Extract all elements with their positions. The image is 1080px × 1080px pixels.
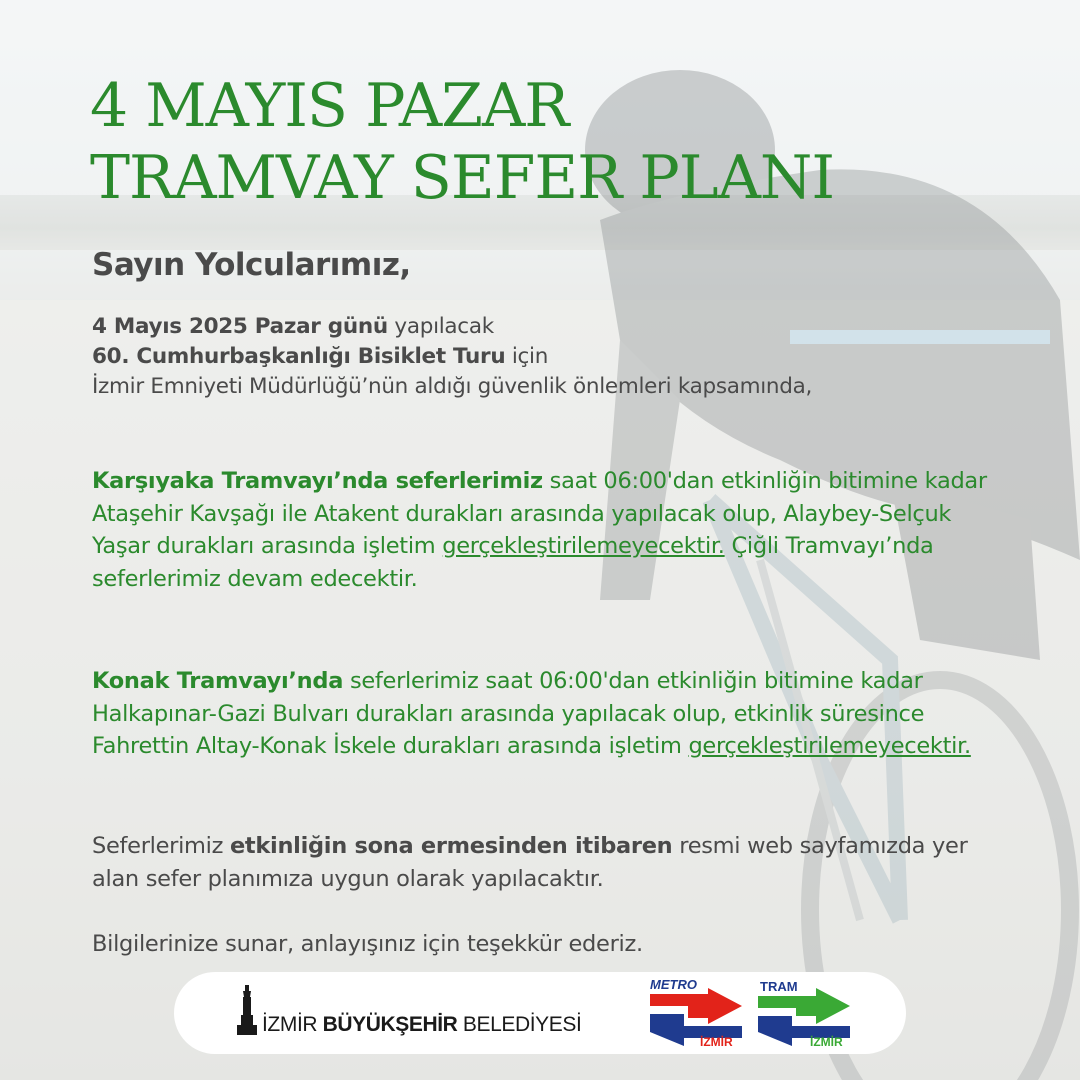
clock-tower-icon — [234, 985, 260, 1035]
page-title — [90, 70, 990, 214]
konak-text: seferlerimiz saat 06:00'dan etkinliğin bitimine kadar Halkapınar-Gazi Bulvarı durakları arasında yapılacak olup, etkinlik süresince Fahrettin Altay-Konak İskele durakları arasında işletim — [92, 668, 925, 759]
intro-text: için — [505, 344, 549, 369]
metro-izmir-logo — [648, 976, 744, 1048]
title-line-2: TRAMVAY SEFER PLANI — [90, 143, 835, 213]
logo-text-prefix: İZMİR — [262, 1013, 323, 1036]
tram-izmir-logo — [756, 976, 852, 1048]
metro-logo-top-text: METRO — [650, 977, 697, 992]
karsiyaka-text: Çiğli Tramvayı’nda seferlerimiz devam edecektir. — [92, 533, 934, 592]
izmir-municipality-logo — [262, 1013, 581, 1037]
metro-logo-bottom-text: İZMİR — [700, 1035, 733, 1048]
event-name: 60. Cumhurbaşkanlığı Bisiklet Turu — [92, 344, 506, 369]
schedule-text: Seferlerimiz — [92, 833, 230, 859]
konak-heading: Konak Tramvayı’nda — [92, 668, 344, 694]
karsiyaka-heading: Karşıyaka Tramvayı’nda seferlerimiz — [92, 468, 543, 494]
intro-text: yapılacak — [387, 314, 494, 339]
schedule-bold: etkinliğin sona ermesinden itibaren — [229, 833, 673, 859]
title-line-1: 4 MAYIS PAZAR — [90, 71, 569, 141]
event-date: 4 Mayıs 2025 Pazar günü — [92, 314, 388, 339]
konak-underlined: gerçekleştirilemeyecektir. — [688, 733, 971, 759]
tram-logo-top-text: TRAM — [760, 979, 798, 994]
karsiyaka-underlined: gerçekleştirilemeyecektir. — [442, 533, 725, 559]
closing-paragraph: Bilgilerinize sunar, anlayışınız için teşekkür ederiz. — [92, 931, 643, 957]
karsiyaka-text: saat 06:00'dan etkinliğin bitimine kadar Ataşehir Kavşağı ile Atakent durakları arasında yapılacak olup, Alaybey-Selçuk Yaşar durakları arasında işletim — [92, 468, 987, 559]
intro-text: İzmir Emniyeti Müdürlüğü’nün aldığı güvenlik önlemleri kapsamında, — [92, 374, 812, 399]
schedule-text: resmi web sayfamızda yer alan sefer planımıza uygun olarak yapılacaktır. — [92, 833, 968, 892]
intro-paragraph — [92, 312, 1012, 402]
konak-tram-paragraph — [92, 665, 1012, 763]
logo-text-bold: BÜYÜKŞEHİR — [322, 1013, 458, 1036]
greeting: Sayın Yolcularımız, — [92, 247, 411, 283]
karsiyaka-tram-paragraph — [92, 465, 1012, 595]
schedule-paragraph — [92, 830, 1012, 895]
tram-logo-bottom-text: İZMİR — [810, 1035, 843, 1048]
logo-text-suffix: BELEDİYESİ — [457, 1013, 582, 1036]
